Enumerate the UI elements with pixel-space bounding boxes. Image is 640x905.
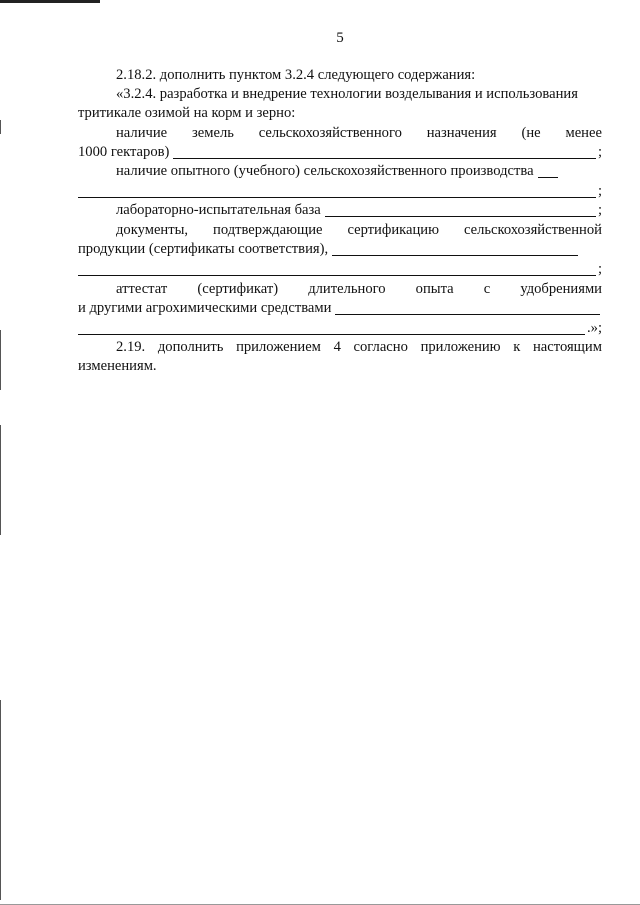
clause-2-19-word: настоящим [533, 339, 602, 355]
docs-word: подтверждающие [213, 222, 323, 238]
line-end: ; [597, 183, 602, 199]
clause-2-19-word: согласно [353, 339, 408, 355]
blank-line [538, 163, 558, 178]
line-end: ; [597, 202, 602, 218]
blank-line [78, 183, 596, 198]
docs-word: сельскохозяйственной [463, 222, 602, 238]
attest-word: длительного [308, 281, 386, 297]
lab-label: лабораторно-испытательная база [116, 202, 321, 218]
attest-word: аттестат [116, 281, 168, 297]
attest-line2 [78, 299, 602, 318]
clause-2-19-word: 4 [333, 339, 341, 355]
clause-2-19-word: приложением [236, 339, 321, 355]
attest-line3 [78, 319, 602, 338]
docs-label: продукции (сертификаты соответствия), [78, 241, 329, 257]
experimental-label: наличие опытного (учебного) сельскохозяйственного производства [116, 163, 534, 179]
blank-line [78, 261, 596, 276]
clause-3-2-4-text: «3.2.4. разработка и внедрение технологии возделывания и использования [116, 86, 578, 102]
line-end: ; [597, 144, 602, 160]
attest-word: опыта [415, 281, 454, 297]
blank-line [78, 320, 585, 335]
docs-line2 [78, 240, 602, 259]
scan-edge-mark [0, 700, 1, 900]
clause-3-2-4-line1 [78, 85, 602, 104]
blank-line [325, 202, 596, 217]
clause-2-19-line2: изменениям. [78, 358, 157, 374]
line-end: ; [597, 261, 602, 277]
clause-2-19-word: дополнить [157, 339, 224, 355]
line-end: .»; [587, 320, 602, 336]
attest-label: и другими агрохимическими средствами [78, 300, 332, 316]
clause-2-19-word: 2.19. [116, 339, 146, 355]
attest-word: удобрениями [520, 281, 602, 297]
attest-word: (сертификат) [197, 281, 279, 297]
scan-top-mark [0, 0, 100, 3]
clause-2-19-word: к [513, 339, 521, 355]
land-word: менее [565, 125, 602, 141]
page-number: 5 [336, 30, 344, 46]
lab-line [78, 201, 602, 220]
blank-line [332, 241, 578, 256]
land-label: 1000 гектаров) [78, 144, 170, 160]
clause-2-19-line1 [78, 338, 602, 357]
blank-line [173, 144, 596, 159]
attest-word: с [483, 281, 491, 297]
clause-3-2-4-line2: тритикале озимой на корм и зерно: [78, 105, 296, 121]
land-line1 [78, 124, 602, 143]
attest-line1 [78, 280, 602, 299]
scan-edge-mark [0, 425, 1, 535]
experimental-line2 [78, 182, 602, 201]
docs-word: сертификацию [347, 222, 439, 238]
scan-edge-mark [0, 120, 1, 134]
clause-2-19-word: приложению [420, 339, 501, 355]
land-word: земель [191, 125, 234, 141]
docs-line3 [78, 260, 602, 279]
clause-2-18-2: 2.18.2. дополнить пунктом 3.2.4 следующего содержания: [116, 67, 476, 83]
scan-edge-mark [0, 330, 1, 390]
land-word: наличие [116, 125, 168, 141]
land-word: назначения [426, 125, 497, 141]
land-word: (не [521, 125, 541, 141]
docs-line1 [78, 221, 602, 240]
land-line2 [78, 143, 602, 162]
experimental-line [78, 162, 602, 181]
land-word: сельскохозяйственного [258, 125, 402, 141]
docs-word: документы, [116, 222, 189, 238]
blank-line [335, 300, 600, 315]
